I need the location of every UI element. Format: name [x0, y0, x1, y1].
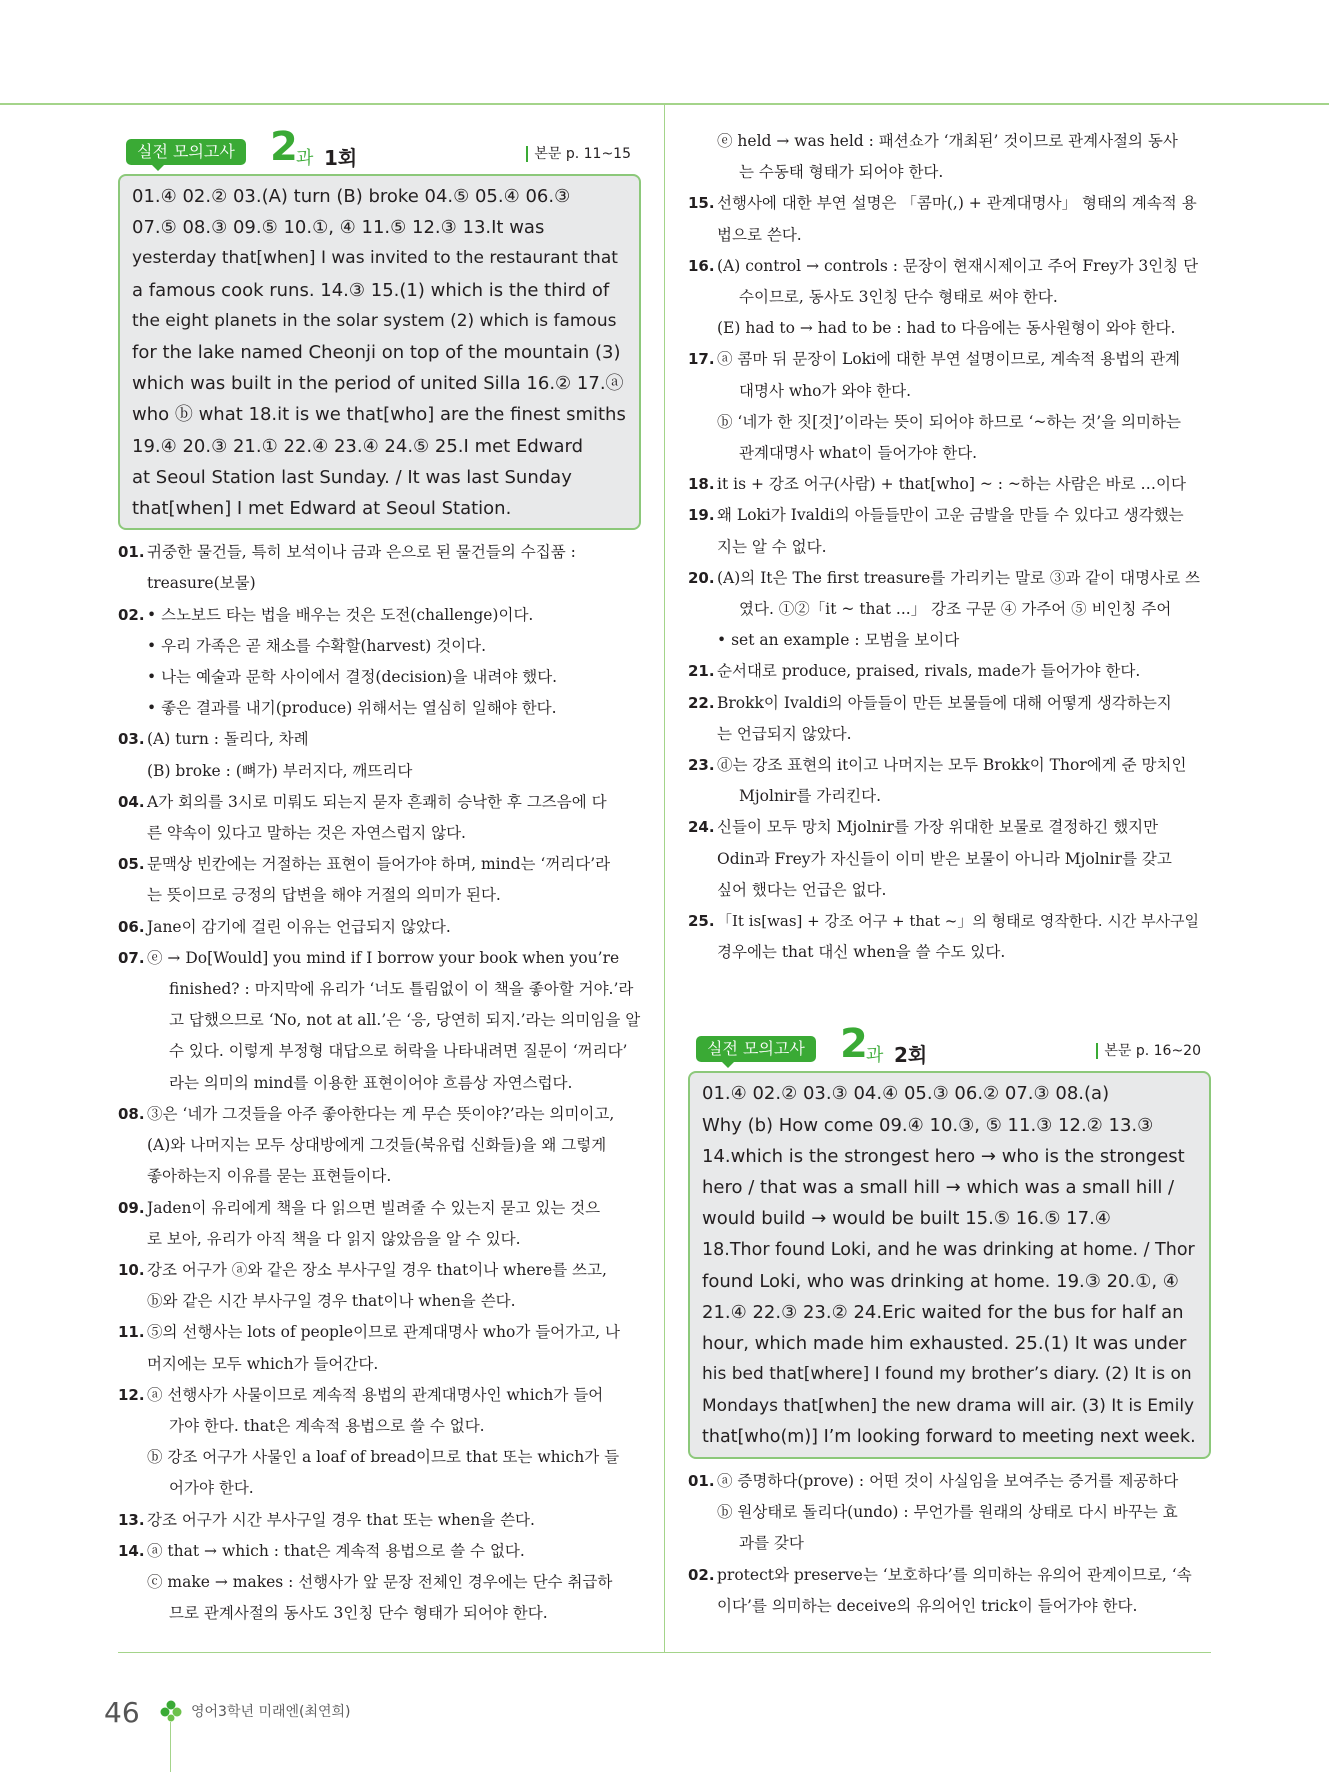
explanation-line: • set an example : 모범을 보이다 — [717, 631, 960, 650]
explanation-line: ⓑ 강조 어구가 사물인 a loaf of bread이므로 that 또는 which가 들 — [147, 1448, 620, 1467]
section1-lesson-suffix: 과 — [296, 148, 314, 169]
explanation-item — [688, 1466, 1211, 1560]
section1-explanations — [118, 537, 641, 1629]
explanation-number: 11. — [118, 1323, 145, 1342]
answer-line: who ⓑ what 18.it is we that[who] are the finest smiths — [132, 404, 626, 426]
explanation-line: Mjolnir를 가리킨다. — [739, 787, 882, 806]
answer-line: 18.Thor found Loki, and he was drinking at home. / Thor — [702, 1239, 1195, 1260]
explanation-item — [118, 600, 641, 725]
explanation-line: • 나는 예술과 문학 사이에서 결정(decision)을 내려야 했다. — [147, 668, 558, 687]
explanation-item — [118, 1193, 641, 1255]
explanation-line: 문맥상 빈칸에는 거절하는 표현이 들어가야 하며, mind는 ‘꺼리다’라 — [147, 855, 611, 874]
explanation-line: ⓓ는 강조 표현의 it이고 나머지는 모두 Brokk이 Thor에게 준 망치인 — [717, 756, 1187, 775]
explanation-line: ⓔ → Do[Would] you mind if I borrow your book when you’re — [147, 948, 620, 967]
section1-answer-box — [118, 174, 641, 530]
explanation-number: 16. — [688, 256, 715, 275]
explanation-line: 대명사 who가 와야 한다. — [739, 381, 912, 400]
explanation-number: 18. — [688, 475, 715, 494]
answer-line: 19.④ 20.③ 21.① 22.④ 23.④ 24.⑤ 25.I met Edward — [132, 435, 584, 457]
explanation-item — [688, 500, 1211, 562]
page-number: 46 — [104, 1696, 140, 1729]
explanation-line: 강조 어구가 ⓐ와 같은 장소 부사구일 경우 that이나 where를 쓰고, — [147, 1260, 607, 1279]
explanation-line: it is + 강조 어구(사람) + that[who] ~ : ~하는 사람은 바로 …이다 — [717, 475, 1186, 494]
explanation-item — [118, 849, 641, 911]
explanation-line: (A) turn : 돌리다, 차례 — [147, 730, 309, 749]
explanation-line: 이다’를 의미하는 deceive의 유의어인 trick이 들어가야 한다. — [717, 1596, 1138, 1615]
explanation-number: 10. — [118, 1260, 145, 1279]
explanation-line: 경우에는 that 대신 when을 쓸 수도 있다. — [717, 943, 1006, 962]
answer-line: Mondays that[when] the new drama will air. (3) It is Emily — [702, 1395, 1195, 1416]
explanation-item — [688, 656, 1211, 687]
explanation-number: 08. — [118, 1104, 145, 1123]
left-column — [118, 124, 641, 1629]
explanation-line: Jane이 감기에 걸린 이유는 언급되지 않았다. — [147, 917, 451, 936]
explanation-number: 19. — [688, 506, 715, 525]
explanation-item — [118, 724, 641, 786]
explanation-number: 14. — [118, 1541, 145, 1560]
explanation-line: 좋아하는지 이유를 묻는 표현들이다. — [147, 1167, 392, 1186]
explanation-number: 20. — [688, 568, 715, 587]
explanation-item — [118, 912, 641, 943]
section2-lesson-suffix: 과 — [866, 1045, 884, 1067]
section1-badge: 실전 모의고사 — [126, 139, 246, 165]
explanation-line: • 우리 가족은 곧 채소를 수확할(harvest) 것이다. — [147, 636, 487, 655]
section1-header — [118, 124, 641, 174]
answer-line: a famous cook runs. 14.③ 15.(1) which is the third of — [132, 279, 610, 301]
explanation-line: 는 수동태 형태가 되어야 한다. — [739, 163, 944, 182]
explanation-number: 06. — [118, 917, 145, 936]
explanation-line: ⓑ ‘네가 한 짓[것]’이라는 뜻이 되어야 하므로 ‘~하는 것’을 의미하는 — [717, 412, 1181, 431]
explanation-line: (B) broke : (뼈가) 부러지다, 깨뜨리다 — [147, 761, 413, 780]
explanation-number: 01. — [688, 1471, 715, 1490]
footer-stem-line — [170, 1722, 171, 1772]
explanation-line: 관계대명사 what이 들어가야 한다. — [739, 444, 978, 463]
explanation-number: 02. — [118, 605, 145, 624]
explanation-line: 고 답했으므로 ‘No, not at all.’은 ‘응, 당연히 되지.’라는 의미임을 알 — [169, 1011, 641, 1030]
explanation-line: (E) had to → had to be : had to 다음에는 동사원형이 와야 한다. — [717, 319, 1176, 338]
explanation-line: 였다. ①②「it ~ that ...」 강조 구문 ④ 가주어 ⑤ 비인칭 주어 — [739, 600, 1172, 619]
bottom-rule — [118, 1652, 1211, 1653]
explanation-line: treasure(보물) — [147, 574, 256, 593]
section2-lesson-number: 2 — [840, 1021, 868, 1068]
explanation-line: 는 언급되지 않았다. — [717, 724, 852, 743]
explanation-item — [118, 1505, 641, 1536]
section2-page-ref: 본문 p. 16~20 — [1096, 1043, 1201, 1059]
explanation-item — [688, 906, 1211, 968]
answer-line: 14.which is the strongest hero → who is the strongest — [702, 1145, 1185, 1167]
explanation-line: A가 회의를 3시로 미뤄도 되는지 묻자 흔쾌히 승낙한 후 그즈음에 다 — [147, 792, 607, 811]
footer-book-title: 영어3학년 미래엔(최연희) — [191, 1704, 351, 1720]
answer-line: at Seoul Station last Sunday. / It was last Sunday — [132, 466, 572, 488]
explanation-line: 로 보아, 유리가 아직 책을 다 읽지 않았음을 알 수 있다. — [147, 1229, 521, 1248]
explanation-line: 라는 의미의 mind를 이용한 표현이어야 흐름상 자연스럽다. — [169, 1073, 573, 1092]
explanation-line: 수 있다. 이렇게 부정형 대답으로 허락을 나타내려면 질문이 ‘꺼리다’ — [169, 1042, 628, 1061]
explanation-item — [118, 1380, 641, 1505]
explanation-item — [688, 344, 1211, 469]
explanation-line: Odin과 Frey가 자신들이 이미 받은 보물이 아니라 Mjolnir를 갖고 — [717, 849, 1172, 868]
explanation-number: 02. — [688, 1565, 715, 1584]
section2-badge: 실전 모의고사 — [696, 1036, 816, 1062]
explanation-number: 04. — [118, 792, 145, 811]
section1-round: 1회 — [324, 146, 358, 170]
explanation-line: ⓒ make → makes : 선행사가 앞 문장 전체인 경우에는 단수 취급하 — [147, 1572, 613, 1591]
explanation-line: 강조 어구가 시간 부사구일 경우 that 또는 when을 쓴다. — [147, 1510, 535, 1529]
explanation-line: ⓐ 증명하다(prove) : 어떤 것이 사실임을 보여주는 증거를 제공하다 — [717, 1471, 1179, 1490]
right-column — [688, 126, 1211, 1622]
explanation-line: (A)의 It은 The first treasure를 가리키는 말로 ③과 같이 대명사로 쓰 — [717, 568, 1200, 587]
answer-line: 01.④ 02.② 03.③ 04.④ 05.③ 06.② 07.③ 08.(a) — [702, 1083, 1110, 1105]
explanation-line: 신들이 모두 망치 Mjolnir를 가장 위대한 보물로 결정하긴 했지만 — [717, 818, 1159, 837]
answer-line: 21.④ 22.③ 23.② 24.Eric waited for the bus for half an — [702, 1301, 1184, 1323]
explanation-item — [118, 1317, 641, 1379]
section1-explanations-continued — [688, 126, 1211, 968]
answer-line: would build → would be built 15.⑤ 16.⑤ 17.④ — [702, 1208, 1111, 1230]
explanation-item — [688, 188, 1211, 250]
explanation-line: ⓐ 선행사가 사물이므로 계속적 용법의 관계대명사인 which가 들어 — [147, 1385, 604, 1404]
explanation-line: ⑤의 선행사는 lots of people이므로 관계대명사 who가 들어가고, 나 — [147, 1323, 620, 1342]
explanation-line: • 스노보드 타는 법을 배우는 것은 도전(challenge)이다. — [147, 605, 534, 624]
explanation-item — [688, 126, 1211, 188]
explanation-line: ⓐ that → which : that은 계속적 용법으로 쓸 수 없다. — [147, 1541, 525, 1560]
explanation-line: finished? : 마지막에 유리가 ‘너도 틀림없이 이 책을 좋아할 거야.’라 — [169, 980, 634, 999]
section1-page-ref: 본문 p. 11~15 — [526, 146, 631, 162]
explanation-number: 23. — [688, 756, 715, 775]
explanation-line: (A)와 나머지는 모두 상대방에게 그것들(북유럽 신화들)을 왜 그렇게 — [147, 1136, 607, 1155]
explanation-line: 머지에는 모두 which가 들어간다. — [147, 1354, 379, 1373]
explanation-number: 13. — [118, 1510, 145, 1529]
explanation-line: 귀중한 물건들, 특히 보석이나 금과 은으로 된 물건들의 수집품 : — [147, 543, 576, 562]
explanation-number: 09. — [118, 1198, 145, 1217]
explanation-line: 선행사에 대한 부연 설명은 「콤마(,) + 관계대명사」 형태의 계속적 용 — [717, 194, 1197, 213]
column-divider — [664, 105, 665, 1653]
answer-line: yesterday that[when] I was invited to the restaurant that — [132, 248, 618, 269]
answer-line: 07.⑤ 08.③ 09.⑤ 10.①, ④ 11.⑤ 12.③ 13.It was — [132, 217, 545, 239]
explanation-line: 므로 관계사절의 동사도 3인칭 단수 형태가 되어야 한다. — [169, 1604, 548, 1623]
explanation-line: 싶어 했다는 언급은 없다. — [717, 880, 887, 899]
section2-round: 2회 — [894, 1043, 928, 1068]
answer-line: for the lake named Cheonji on top of the mountain (3) — [132, 342, 621, 364]
explanation-number: 03. — [118, 730, 145, 749]
answer-line: which was built in the period of united Silla 16.② 17.ⓐ — [132, 373, 624, 395]
explanation-line: Jaden이 유리에게 책을 다 읽으면 빌려줄 수 있는지 묻고 있는 것으 — [147, 1198, 601, 1217]
explanation-line: protect와 preserve는 ‘보호하다’를 의미하는 유의어 관계이므로, ‘속 — [717, 1565, 1192, 1584]
explanation-line: 과를 갖다 — [739, 1534, 804, 1553]
explanation-line: • 좋은 결과를 내기(produce) 위해서는 열심히 일해야 한다. — [147, 699, 557, 718]
explanation-number: 21. — [688, 662, 715, 681]
section1-lesson-number: 2 — [270, 124, 298, 170]
explanation-line: 는 뜻이므로 긍정의 답변을 해야 거절의 의미가 된다. — [147, 886, 501, 905]
answer-line: 01.④ 02.② 03.(A) turn (B) broke 04.⑤ 05.④ 06.③ — [132, 186, 571, 207]
explanation-line: (A) control → controls : 문장이 현재시제이고 주어 Frey가 3인칭 단 — [717, 256, 1199, 275]
explanation-number: 25. — [688, 912, 715, 931]
explanation-line: ⓔ held → was held : 패션쇼가 ‘개최된’ 것이므로 관계사절의 동사 — [717, 132, 1178, 150]
explanation-number: 17. — [688, 350, 715, 369]
answer-line: the eight planets in the solar system (2) which is famous — [132, 310, 617, 331]
explanation-item — [688, 812, 1211, 906]
explanation-line: 「It is[was] + 강조 어구 + that ~」의 형태로 영작한다. 시간 부사구일 — [717, 912, 1200, 931]
section2-header — [688, 1021, 1211, 1071]
explanation-number: 05. — [118, 855, 145, 874]
explanation-line: ③은 ‘네가 그것들을 아주 좋아한다는 게 무슨 뜻이야?’라는 의미이고, — [147, 1104, 615, 1123]
explanation-number: 24. — [688, 818, 715, 837]
explanation-item — [688, 469, 1211, 500]
explanation-item — [118, 787, 641, 849]
explanation-item — [118, 1255, 641, 1317]
explanation-item — [688, 688, 1211, 750]
section2-explanations — [688, 1466, 1211, 1622]
explanation-line: 른 약속이 있다고 말하는 것은 자연스럽지 않다. — [147, 824, 466, 843]
explanation-line: 수이므로, 동사도 3인칭 단수 형태로 써야 한다. — [739, 288, 1058, 307]
explanation-line: ⓑ 원상태로 돌리다(undo) : 무언가를 원래의 상태로 다시 바꾸는 효 — [717, 1503, 1178, 1522]
answer-line: Why (b) How come 09.④ 10.③, ⑤ 11.③ 12.② 13.③ — [702, 1114, 1154, 1136]
answer-line: hero / that was a small hill → which was a small hill / — [702, 1177, 1175, 1199]
section2-answer-box — [688, 1071, 1211, 1458]
explanation-item — [688, 750, 1211, 812]
answer-line: that[who(m)] I’m looking forward to meeting next week. — [702, 1426, 1196, 1447]
explanation-line: 어가야 한다. — [169, 1479, 254, 1498]
answer-line: his bed that[where] I found my brother’s diary. (2) It is on — [702, 1364, 1192, 1385]
explanation-number: 12. — [118, 1385, 145, 1404]
explanation-line: 지는 알 수 없다. — [717, 537, 827, 556]
explanation-number: 01. — [118, 543, 145, 562]
explanation-line: Brokk이 Ivaldi의 아들들이 만든 보물들에 대해 어떻게 생각하는지 — [717, 693, 1172, 712]
explanation-number: 22. — [688, 693, 715, 712]
explanation-item — [118, 537, 641, 599]
explanation-line: ⓑ와 같은 시간 부사구일 경우 that이나 when을 쓴다. — [147, 1292, 516, 1311]
explanation-item — [118, 1099, 641, 1193]
explanation-number: 15. — [688, 194, 715, 213]
answer-line: that[when] I met Edward at Seoul Station. — [132, 498, 512, 520]
clover-leaf-icon — [160, 1700, 182, 1722]
explanation-item — [688, 1560, 1211, 1622]
explanation-line: 왜 Loki가 Ivaldi의 아들들만이 고운 금발을 만들 수 있다고 생각했는 — [717, 506, 1184, 525]
answer-line: hour, which made him exhausted. 25.(1) It was under — [702, 1333, 1187, 1355]
explanation-item — [118, 943, 641, 1099]
explanation-line: 순서대로 produce, praised, rivals, made가 들어가야 한다. — [717, 662, 1141, 681]
explanation-item — [688, 251, 1211, 345]
answer-line: found Loki, who was drinking at home. 19.③ 20.①, ④ — [702, 1270, 1179, 1292]
explanation-line: 법으로 쓴다. — [717, 225, 802, 244]
explanation-line: ⓐ 콤마 뒤 문장이 Loki에 대한 부연 설명이므로, 계속적 용법의 관계 — [717, 350, 1181, 369]
explanation-item — [118, 1536, 641, 1630]
explanation-number: 07. — [118, 948, 145, 967]
explanation-line: 가야 한다. that은 계속적 용법으로 쓸 수 없다. — [169, 1416, 485, 1435]
explanation-item — [688, 563, 1211, 657]
